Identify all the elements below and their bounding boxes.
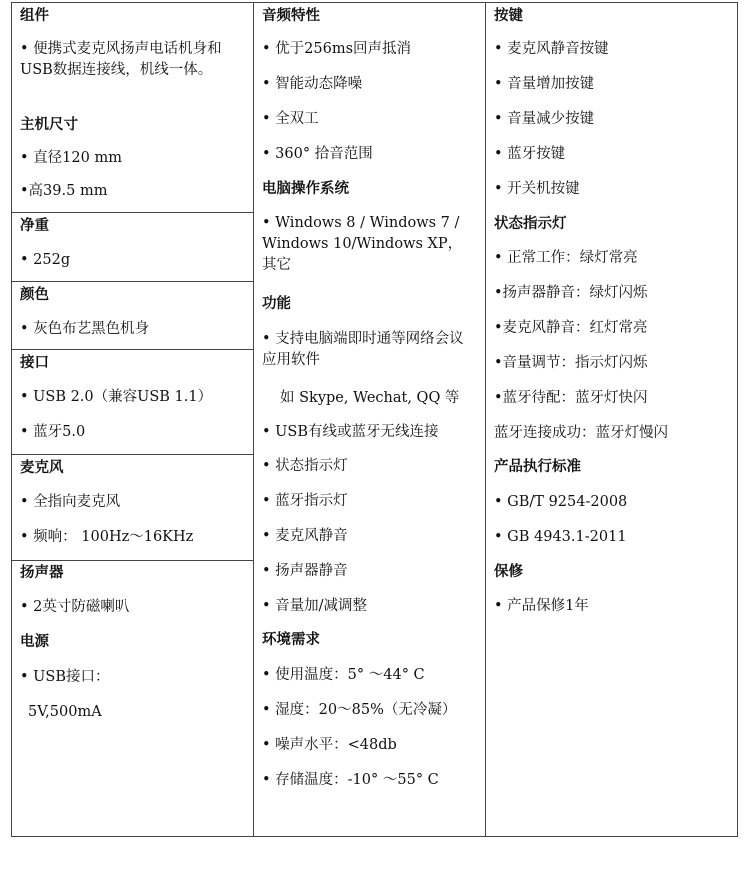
function-item: • 音量加/减调整 — [262, 598, 368, 614]
standard-item: • GB/T 9254-2008 — [494, 494, 628, 510]
weight-title: 净重 — [20, 218, 49, 234]
function-item: • 状态指示灯 — [262, 458, 348, 474]
status-light-title: 状态指示灯 — [494, 216, 567, 232]
status-light-item: •蓝牙待配：蓝牙灯快闪 — [494, 390, 648, 406]
size-title: 主机尺寸 — [20, 117, 78, 133]
row-divider — [12, 281, 254, 282]
function-item: • 麦克风静音 — [262, 528, 348, 544]
function-item: • USB有线或蓝牙无线连接 — [262, 424, 439, 440]
os-title: 电脑操作系统 — [262, 181, 349, 197]
warranty-title: 保修 — [494, 564, 523, 580]
audio-item: • 全双工 — [262, 111, 319, 127]
function-apps: 如 Skype, Wechat, QQ 等 — [280, 390, 460, 406]
speaker-title: 扬声器 — [20, 565, 64, 581]
status-light-item: 蓝牙连接成功：蓝牙灯慢闪 — [494, 425, 668, 441]
key-item: • 麦克风静音按键 — [494, 41, 609, 57]
components-text: • 便携式麦克风扬声电话机身和USB数据连接线，机线一体。 — [20, 41, 222, 78]
function-item: • 蓝牙指示灯 — [262, 493, 348, 509]
status-light-item: •麦克风静音：红灯常亮 — [494, 320, 648, 336]
mic-title: 麦克风 — [20, 460, 64, 476]
row-divider — [12, 349, 254, 350]
environment-title: 环境需求 — [262, 632, 320, 648]
power-title: 电源 — [20, 634, 49, 650]
color-value: • 灰色布艺黑色机身 — [20, 321, 150, 337]
status-light-item: •音量调节：指示灯闪烁 — [494, 355, 648, 371]
size-diameter: • 直径120 mm — [20, 150, 122, 166]
weight-value: • 252g — [20, 252, 71, 268]
function-item: • 扬声器静音 — [262, 563, 348, 579]
row-divider — [12, 560, 254, 561]
function-first: • 支持电脑端即时通等网络会议应用软件 — [262, 331, 464, 368]
mic-frequency: • 频响： 100Hz～16KHz — [20, 529, 194, 545]
mic-type: • 全指向麦克风 — [20, 494, 121, 510]
environment-item: • 湿度：20～85%（无冷凝） — [262, 702, 457, 718]
row-divider — [12, 212, 254, 213]
interface-bluetooth: • 蓝牙5.0 — [20, 424, 86, 440]
row-divider — [12, 454, 254, 455]
standard-item: • GB 4943.1-2011 — [494, 529, 627, 545]
audio-item: • 360° 拾音范围 — [262, 146, 373, 162]
audio-title: 音频特性 — [262, 8, 320, 24]
key-item: • 蓝牙按键 — [494, 146, 566, 162]
warranty-value: • 产品保修1年 — [494, 598, 589, 614]
key-item: • 开关机按键 — [494, 181, 580, 197]
function-title: 功能 — [262, 296, 291, 312]
spec-column-3 — [485, 3, 737, 836]
key-item: • 音量减少按键 — [494, 111, 595, 127]
size-height: •高39.5 mm — [20, 183, 108, 199]
os-text: • Windows 8 / Windows 7 / Windows 10/Windows XP，其它 — [262, 215, 463, 273]
keys-title: 按键 — [494, 8, 523, 24]
spec-table — [11, 2, 738, 837]
spec-column-1 — [12, 3, 253, 836]
spec-column-2 — [253, 3, 486, 836]
standards-title: 产品执行标准 — [494, 459, 581, 475]
speaker-value: • 2英寸防磁喇叭 — [20, 599, 130, 615]
color-title: 颜色 — [20, 287, 49, 303]
power-usb: • USB接口： — [20, 669, 110, 685]
status-light-item: • 正常工作：绿灯常亮 — [494, 250, 638, 266]
environment-item: • 使用温度：5° ～44° C — [262, 667, 425, 683]
environment-item: • 存储温度：-10° ～55° C — [262, 772, 439, 788]
audio-item: • 优于256ms回声抵消 — [262, 41, 412, 57]
power-spec: 5V,500mA — [28, 704, 102, 720]
key-item: • 音量增加按键 — [494, 76, 595, 92]
status-light-item: •扬声器静音：绿灯闪烁 — [494, 285, 648, 301]
environment-item: • 噪声水平：<48db — [262, 737, 397, 753]
interface-title: 接口 — [20, 355, 49, 371]
interface-usb: • USB 2.0（兼容USB 1.1） — [20, 389, 213, 405]
audio-item: • 智能动态降噪 — [262, 76, 363, 92]
components-title: 组件 — [20, 8, 49, 24]
